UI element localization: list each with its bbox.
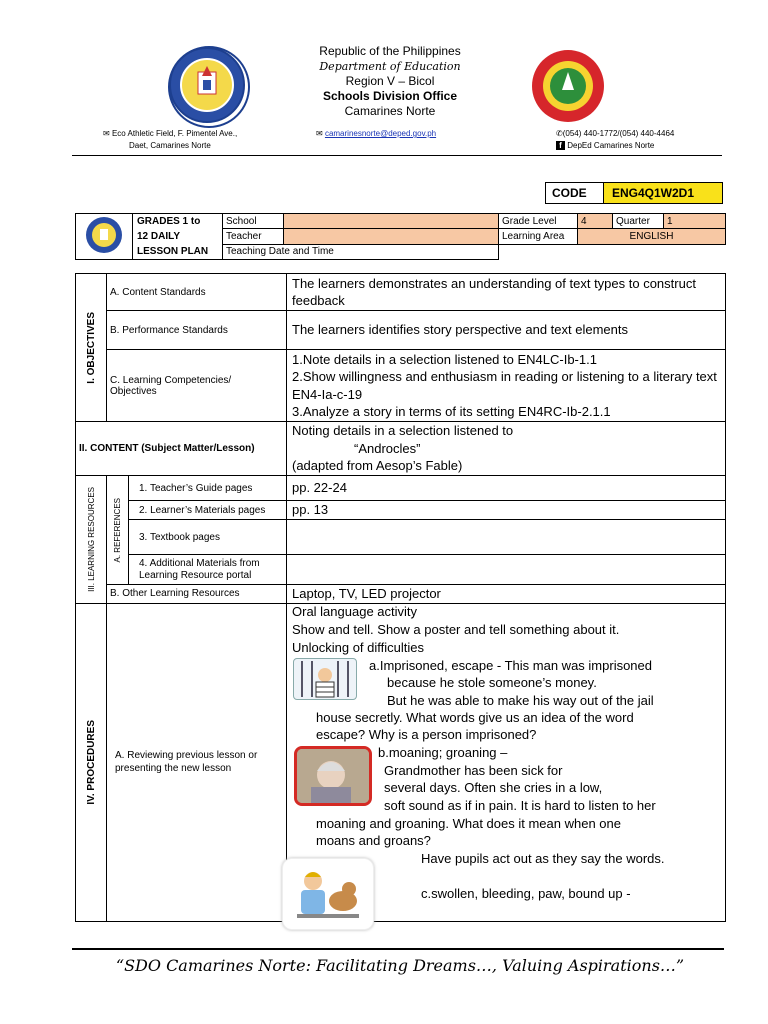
republic-text: Republic of the Philippines <box>319 44 461 58</box>
facebook-text: DepEd Camarines Norte <box>567 141 655 150</box>
proc-line: But he was able to make his way out of the jail <box>387 693 654 708</box>
footer-rule <box>72 948 724 950</box>
performance-standards-value: The learners identifies story perspective and text elements <box>287 311 726 350</box>
grade-label: Grade Level <box>499 214 578 229</box>
tb-value <box>287 520 726 555</box>
grandmother-illustration <box>294 746 372 806</box>
references-label: A. REFERENCES <box>113 497 122 563</box>
content-standards-label: A. Content Standards <box>107 274 287 311</box>
title-line1: GRADES 1 to <box>137 216 201 227</box>
phone-block <box>556 128 674 152</box>
deped-seal <box>168 46 250 128</box>
teacher-value[interactable] <box>284 229 499 244</box>
tg-label: 1. Teacher’s Guide pages <box>129 476 287 501</box>
procedures-section-label: IV. PROCEDURES <box>85 719 97 805</box>
area-value[interactable]: ENGLISH <box>578 229 726 244</box>
grade-value[interactable]: 4 <box>578 214 613 229</box>
date-value[interactable] <box>499 244 726 259</box>
mail-icon: ✉ <box>316 129 323 138</box>
code-label: CODE <box>546 183 604 204</box>
performance-standards-label: B. Performance Standards <box>107 311 287 350</box>
address-block <box>103 128 303 152</box>
province-text: Camarines Norte <box>344 104 436 118</box>
prisoner-illustration <box>293 658 357 700</box>
content-label: II. CONTENT (Subject Matter/Lesson) <box>76 422 287 476</box>
deped-seal-small <box>85 216 123 254</box>
code-value: ENG4Q1W2D1 <box>604 183 723 204</box>
proc-line: moans and groans? <box>316 833 431 848</box>
department-text: Department of Education <box>319 60 461 73</box>
office-text: Schools Division Office <box>322 89 458 103</box>
title-line3: LESSON PLAN <box>137 246 209 257</box>
lm-label: 2. Learner’s Materials pages <box>129 501 287 520</box>
content-standards-value: The learners demonstrates an understanding of text types to construct feedback <box>287 274 726 311</box>
competency-item: 3.Analyze a story in terms of its setting EN4RC-Ib-2.1.1 <box>292 404 611 419</box>
proc-line: Grandmother has been sick for <box>384 763 563 778</box>
school-value[interactable] <box>284 214 499 229</box>
lm-value: pp. 13 <box>287 501 726 520</box>
email-link[interactable]: camarinesnorte@deped.gov.ph <box>324 129 437 138</box>
email-block <box>316 128 436 140</box>
reviewing-label: A. Reviewing previous lesson or presenting the new lesson <box>107 603 287 921</box>
proc-line: Show and tell. Show a poster and tell something about it. <box>292 622 620 637</box>
proc-line: c.swollen, bleeding, paw, bound up - <box>421 886 631 901</box>
address-line1: Eco Athletic Field, F. Pimentel Ave., <box>111 129 238 138</box>
area-label: Learning Area <box>499 229 578 244</box>
teacher-label: Teacher <box>223 229 284 244</box>
proc-line: house secretly. What words give us an idea of the word <box>316 710 634 725</box>
proc-line: moaning and groaning. What does it mean when one <box>316 816 621 831</box>
procedures-section-cell <box>76 603 107 921</box>
header-rule <box>72 155 722 156</box>
references-cell <box>107 476 129 585</box>
objectives-section-cell <box>76 274 107 422</box>
other-resources-label: B. Other Learning Resources <box>107 585 287 604</box>
objectives-section-label: I. OBJECTIVES <box>85 311 97 384</box>
content-value <box>287 422 726 476</box>
school-label: School <box>223 214 284 229</box>
envelope-icon: ✉ <box>103 129 110 138</box>
content-line2: “Androcles” <box>354 440 421 456</box>
phone-icon: ✆ <box>556 129 563 138</box>
proc-line: Have pupils act out as they say the words. <box>421 851 665 866</box>
proc-line: a.Imprisoned, escape - This man was imprisoned <box>369 658 652 673</box>
title-line2: 12 DAILY <box>137 231 180 242</box>
proc-line: escape? Why is a person imprisoned? <box>316 727 537 742</box>
content-line3: (adapted from Aesop’s Fable) <box>292 458 463 474</box>
proc-line: soft sound as if in pain. It is hard to listen to her <box>384 798 656 813</box>
phone-text: (054) 440-1772/(054) 440-4464 <box>562 129 675 138</box>
competencies-label: C. Learning Competencies/ Objectives <box>107 350 287 422</box>
quarter-value[interactable]: 1 <box>664 214 726 229</box>
proc-line: because he stole someone’s money. <box>387 675 597 690</box>
vet-dog-illustration <box>282 858 374 930</box>
content-line1: Noting details in a selection listened to <box>292 423 514 439</box>
resources-section-cell <box>76 476 107 604</box>
address-line2: Daet, Camarines Norte <box>129 141 211 150</box>
lesson-plan-title <box>133 214 223 260</box>
quarter-label: Quarter <box>613 214 664 229</box>
other-resources-value: Laptop, TV, LED projector <box>287 585 726 604</box>
proc-line: several days. Often she cries in a low, <box>384 780 603 795</box>
proc-line: b.moaning; groaning – <box>378 745 508 760</box>
code-box <box>545 182 723 204</box>
info-logo-cell <box>76 214 133 260</box>
facebook-icon: f <box>556 141 565 150</box>
competency-item: 1.Note details in a selection listened to EN4LC-Ib-1.1 <box>292 351 597 367</box>
am-label: 4. Additional Materials from Learning Resource portal <box>129 555 287 585</box>
proc-line: Oral language activity <box>292 604 418 619</box>
footer-motto: “SDO Camarines Norte: Facilitating Dreams…, Valuing Aspirations…” <box>115 956 685 975</box>
tg-value: pp. 22-24 <box>287 476 726 501</box>
date-label: Teaching Date and Time <box>223 244 499 259</box>
am-value <box>287 555 726 585</box>
competencies-list <box>287 350 726 422</box>
competency-item: 2.Show willingness and enthusiasm in reading or listening to a literary text EN4-Ia-c-19 <box>292 369 717 402</box>
region-text: Region V – Bicol <box>345 74 435 88</box>
proc-line: Unlocking of difficulties <box>292 640 424 655</box>
division-seal <box>530 48 606 124</box>
info-table <box>75 213 726 260</box>
resources-section-label: III. LEARNING RESOURCES <box>86 486 96 592</box>
tb-label: 3. Textbook pages <box>129 520 287 555</box>
